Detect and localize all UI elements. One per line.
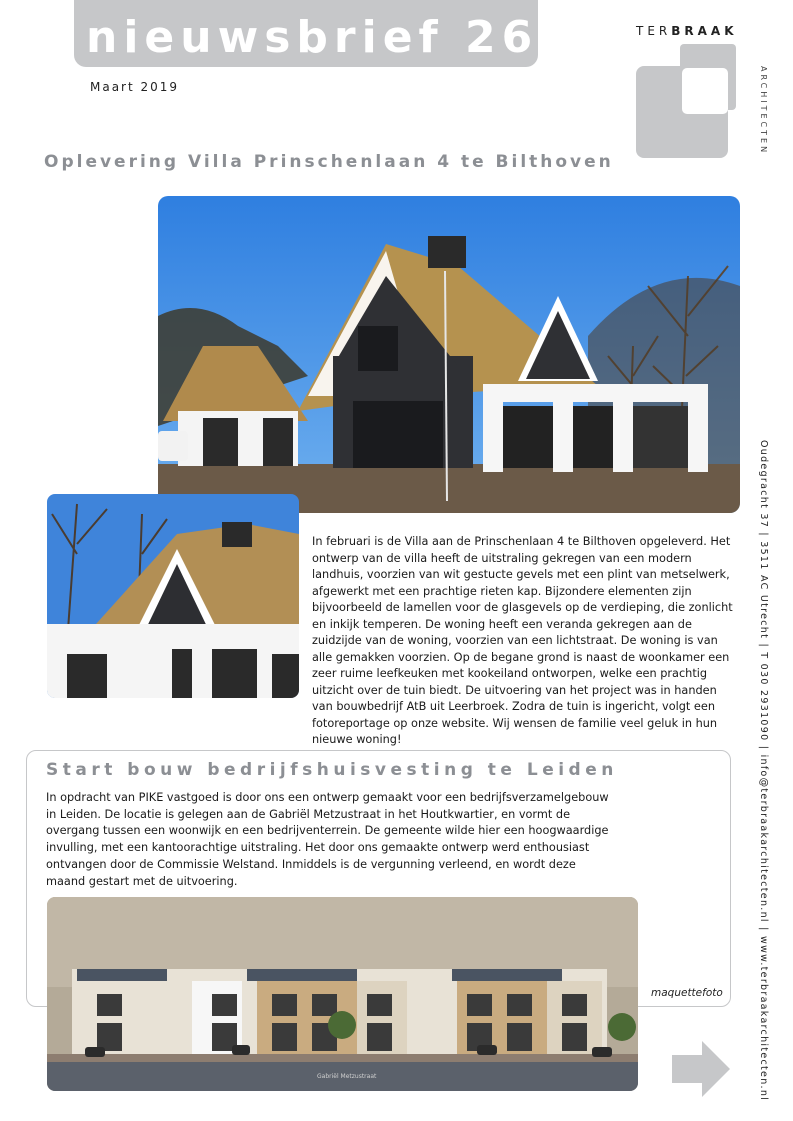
- brand-name: [636, 24, 738, 38]
- model-street-label: Gabriël Metzustraat: [317, 1073, 377, 1080]
- terbraak-logo-icon: [636, 44, 736, 158]
- issue-date: Maart 2019: [90, 80, 180, 94]
- photo-caption: maquettefoto: [651, 987, 723, 999]
- model-photo: [47, 897, 638, 1091]
- section-body-leiden: In opdracht van PIKE vastgoed is door ons een ontwerp gemaakt voor een bedrijfsverzamelgebouw in Leiden. De locatie is gelegen aan de Gabriël Metzustraat in het Houtkwartier, en vormt de overgang tussen een woonwijk en een bedrijventerrein. De gemeente wilde hier een hoogwaardige invulling, met een kantoorachtige uitstraling. Het door ons gemaakte ontwerp werd enthousiast ontvangen door de Commissie Welstand. Inmiddels is de vergunning verleend, en wordt deze maand gestart met de uitvoering.: [46, 791, 609, 888]
- contact-info: Oudegracht 37 | 3511 AC Utrecht | T 030 2931090 | info@terbraakarchitecten.nl | www.terbraakarchitecten.nl: [758, 440, 769, 1102]
- villa-photo-main: [158, 196, 740, 513]
- newsletter-title: nieuwsbrief 26: [86, 12, 539, 63]
- section-title-leiden: Start bouw bedrijfshuisvesting te Leiden: [46, 760, 618, 780]
- section-body-villa: In februari is de Villa aan de Prinschenlaan 4 te Bilthoven opgeleverd. Het ontwerp van de villa heeft de uitstraling gekregen van een modern landhuis, voorzien van wit gestucte gevels met een plint van metselwerk, afgewerkt met een prachtige rieten kap. Bijzondere elementen zijn bijvoorbeeld de lamellen voor de glasgevels op de verdieping, die zonlicht en inkijk temperen. De woning heeft een veranda gekregen aan de zuidzijde van de woning, voorzien van een lichtstraat. De woning is van alle gemakken voorzien. Op de begane grond is naast de woonkamer een zeer ruime leefkeuken met kookeiland ontworpen, welke een prachtig uitzicht over de tuin biedt. De uitvoering van het project was in handen van bouwbedrijf AtB uit Leerbroek. Zodra de tuin is ingericht, volgt een fotoreportage op onze website. Wij wensen de familie veel geluk in hun nieuwe woning!: [312, 535, 733, 746]
- brand-name-light: TER: [636, 24, 672, 38]
- brand-name-bold: BRAAK: [671, 24, 738, 38]
- next-page-arrow-icon[interactable]: [672, 1041, 730, 1097]
- villa-photo-detail: [47, 494, 299, 698]
- section-title-villa: Oplevering Villa Prinschenlaan 4 te Bilthoven: [44, 152, 614, 172]
- brand-tagline: ARCHITECTEN: [759, 66, 768, 156]
